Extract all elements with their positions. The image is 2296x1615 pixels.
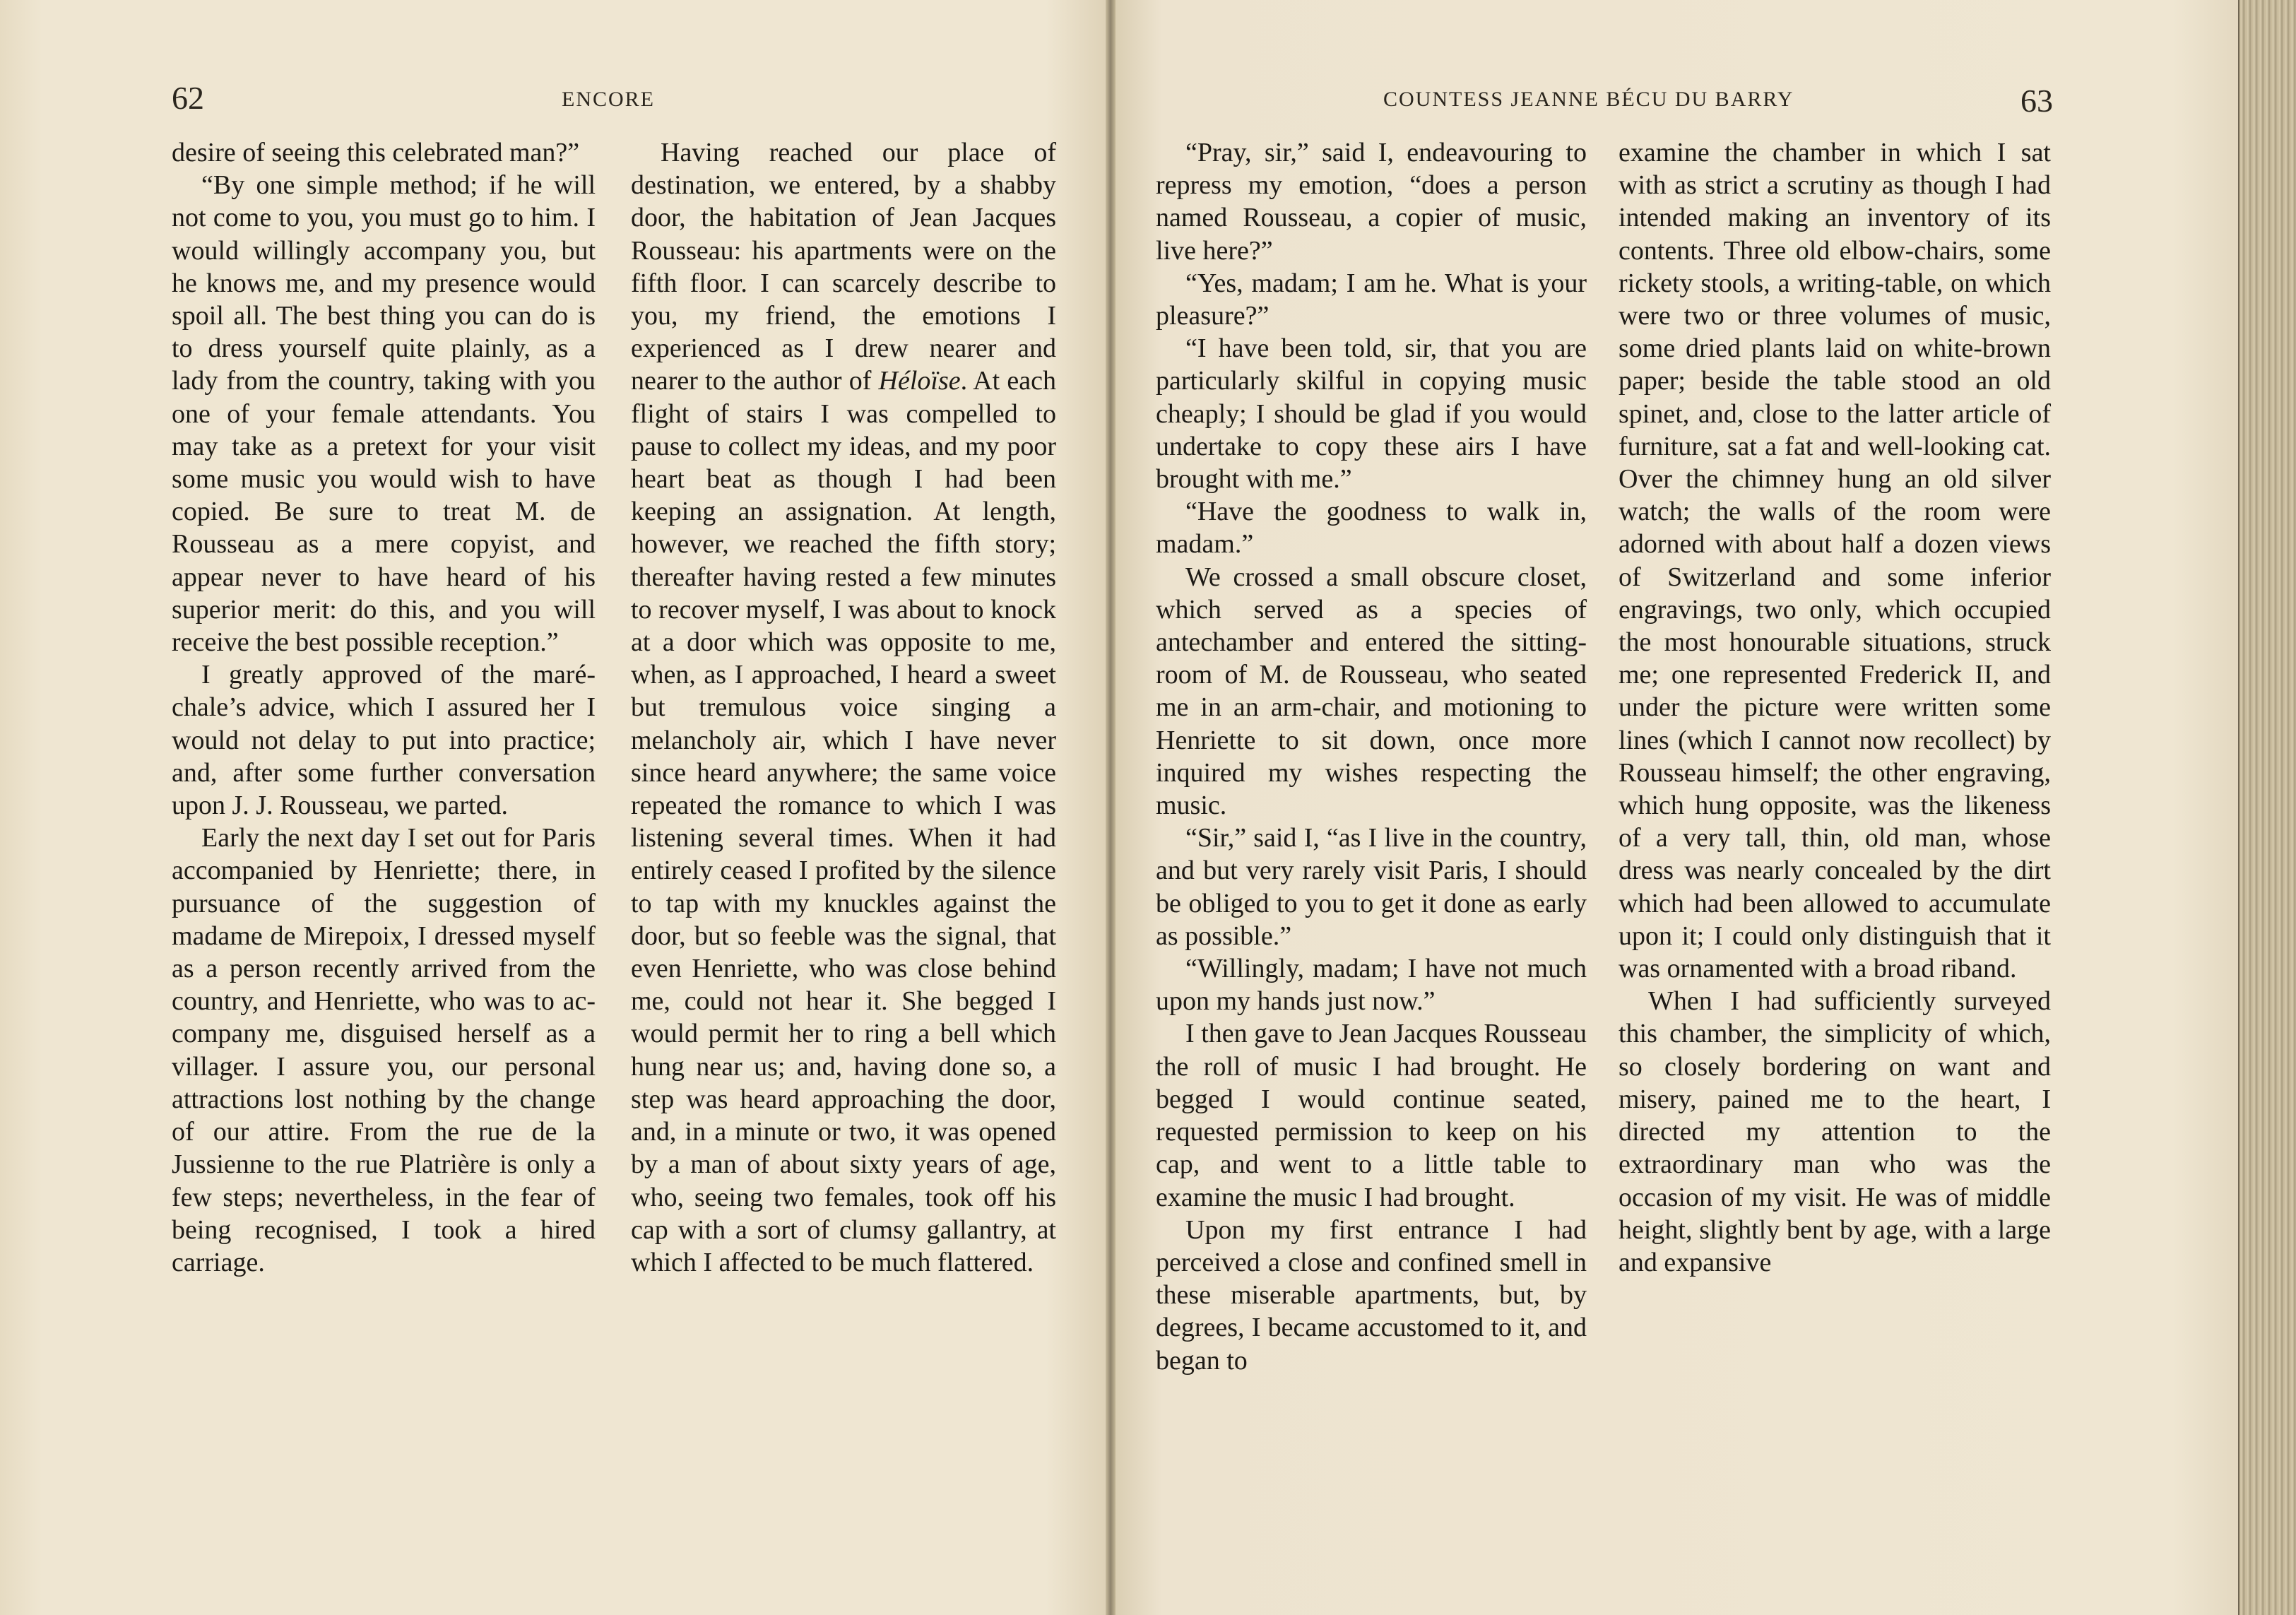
left-folio: 62 [172, 80, 204, 116]
left-page-column-2 [631, 136, 1056, 1279]
paragraph: “Sir,” said I, “as I live in the country, and but very rarely visit Paris, I should be obliged to you to get it done as early as possible.” [1156, 823, 1587, 951]
paragraph: When I had sufficiently surveyed this chamber, the simplicity of which, so closely bordering on want and misery, pained me to the heart, I directed my attention to the extraordinary man who was the occasion of my visit. He was of middle height, slightly bent by age, with a large and expansive [1619, 986, 2051, 1277]
paragraph [631, 136, 1056, 1279]
left-page-column-1 [172, 136, 596, 1279]
paragraph: “By one simple method; if he will not come to you, you must go to him. I would willingly accompany you, but he knows me, and my presence would spoil all. The best thing you can do is to dress yourself quite plainly, as a lady from the country, taking with you one of your female attendants. You may take as a pretext for your visit some music you would wish to have copied. Be sure to treat M. de Rousseau as a mere copyist, and appear never to have heard of his superior merit: do this, and you will receive the best possible reception.” [172, 170, 596, 658]
paragraph: I then gave to Jean Jacques Rousseau the roll of music I had brought. He begged I would continue seated, requested permission to keep on his cap, and went to a little table to examine the music I had brought. [1156, 1019, 1587, 1212]
paragraph: Early the next day I set out for Paris accompanied by Henriette; there, in pursuance of the suggestion of madame de Mirepoix, I dressed myself as a person recently arrived from the country, and Henriette, who was to accompany me, disguised herself as a villager. I assure you, our personal attractions lost nothing by the change of our attire. From the rue de la Jussienne to the rue Platrière is only a few steps; nevertheless, in the fear of being recognised, I took a hired carriage. [172, 823, 596, 1277]
paragraph: “I have been told, sir, that you are particularly skilful in copying music cheaply; I should be glad if you would undertake to copy these airs I have brought with me.” [1156, 333, 1587, 495]
paragraph: examine the chamber in which I sat with as strict a scrutiny as though I had intended making an inventory of its contents. Three old elbow-chairs, some rickety stools, a writing-table, on which were two or three volumes of music, some dried plants laid on white-brown paper; beside the table stood an old spinet, and, close to the latter article of furniture, sat a fat and well-looking cat. Over the chimney hung an old silver watch; the walls of the room were adorned with about half a dozen views of Switzerland and some inferior engravings, two only, which occupied the most honourable situations, struck me; one represented Frederick II, and under the picture were written some lines (which I cannot now recollect) by Rousseau himself; the other engraving, which hung opposite, was the likeness of a very tall, thin, old man, whose dress was nearly concealed by the dirt which had been allowed to accumulate upon it; I could only distinguish that it was ornamented with a broad riband. [1619, 138, 2051, 984]
paragraph: “Have the goodness to walk in, madam.” [1156, 497, 1587, 560]
page-edges [2239, 0, 2296, 1615]
paragraph-text: . At each flight of stairs I was compelled to pause to collect my ideas, and my poor heart beat as though I had been keeping an assignation. At length, however, we reached the fifth story; thereafter having rested a few minutes to recover myself, I was about to knock at a door which was opposite to me, when, as I approached, I heard a sweet but tremulous voice singing a melancholy air, which I have never since heard anywhere; the same voice repeated the romance to which I was listening several times. When it had entirely ceased I profited by the silence to tap with my knuckles against the door, but so feeble was the signal, that even Henriette, who was close behind me, could not hear it. She begged I would permit her to ring a bell which hung near us; and, having done so, a step was heard approaching the door, and, in a minute or two, it was opened by a man of about sixty years of age, who, seeing two females, took off his cap with a sort of clumsy gallantry, at which I affected to be much flattered. [631, 366, 1056, 1277]
paragraph-text: Having reached our place of destination, we entered, by a shabby door, the habitation of Jean Jacques Rousseau: his apartments were on the fifth floor. I can scarcely describe to you, my friend, the emotions I experienced as I drew nearer and nearer to the author of [631, 138, 1056, 396]
paragraph: We crossed a small obscure closet, which served as a species of antechamber and entered the sitting-room of M. de Rousseau, who seated me in an arm-chair, and motioning to Henriette to sit down, once more inquired my wishes respecting the music. [1156, 562, 1587, 821]
paragraph: I greatly approved of the maréchale’s advice, which I assured her I would not delay to put into practice; and, after some further conversation upon J. J. Rousseau, we parted. [172, 660, 596, 821]
right-page-column-2 [1619, 136, 2051, 1279]
paragraph: “Yes, madam; I am he. What is your pleasure?” [1156, 268, 1587, 331]
paragraph: desire of seeing this celebrated man?” [172, 138, 580, 167]
paragraph: “Willingly, madam; I have not much upon my hands just now.” [1156, 954, 1587, 1017]
book-gutter [1106, 0, 1116, 1615]
paragraph: “Pray, sir,” said I, endeavouring to repress my emotion, “does a person named Rousseau, a copier of music, live here?” [1156, 138, 1587, 266]
right-folio: 63 [2020, 83, 2053, 119]
left-running-head: ENCORE [562, 88, 655, 111]
book-title-heloise: Héloïse [878, 366, 961, 396]
right-running-head: COUNTESS JEANNE BÉCU DU BARRY [1383, 88, 1794, 111]
right-page-column-1 [1156, 136, 1587, 1377]
paragraph: Upon my first entrance I had perceived a close and confined smell in these miserable apartments, but, by degrees, I became accustomed to it, and began to [1156, 1214, 1587, 1376]
